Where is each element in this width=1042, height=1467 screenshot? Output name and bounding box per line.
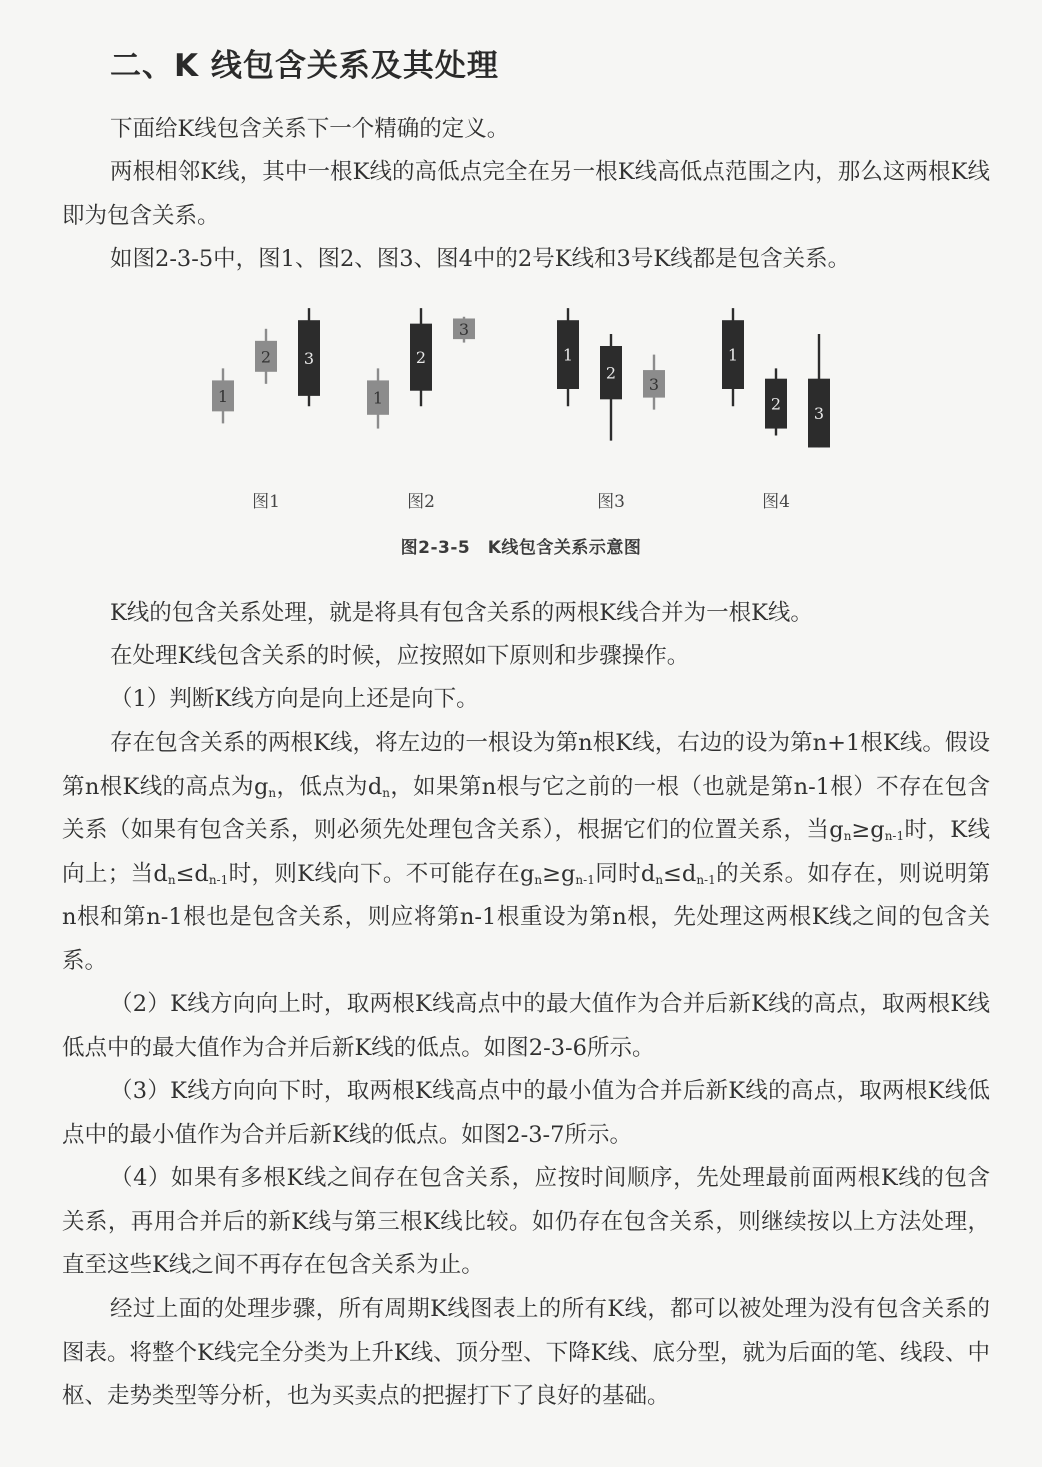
candle-number-label: 1 [217,386,229,406]
step4-paragraph: （4）如果有多根K线之间存在包含关系，应按时间顺序，先处理最前面两根K线的包含关系，再用合并后的新K线与第三根K线比较。如仍存在包含关系，则继续按以上方法处理，直至这些K线之间不再存在包含关系为止。 [62,1165,990,1278]
candle-number-label: 1 [562,345,574,365]
panel-label: 图3 [597,492,625,512]
candle-number-label: 2 [770,394,782,414]
candle-number-label: 1 [727,345,739,365]
candlestick-figure [195,295,855,525]
step1-body: 存在包含关系的两根K线，将左边的一根设为第n根K线，右边的设为第n+1根K线。假设第n根K线的高点为$g_n$，低点为$d_n$，如果第n根与它之前的一根（也就是第n-1根）不存在包含关系（如果有包含关系，则必须先处理包含关系），根据它们的位置关系，当$g_n\ge g_{n-1}$时，K线向上；当$d_n\le d_{n-1}$时，则K线向下。不可能存在$g_n\ge g_{n-1}$同时$d_n\le d_{n-1}$的关系。如存在，则说明第n根和第n-1根也是包含关系，则应将第n-1根重设为第n根，先处理这两根K线之间的包含关系。 [62,730,991,974]
step3-paragraph: （3）K线方向向下时，取两根K线高点中的最小值为合并后新K线的高点，取两根K线低点中的最小值作为合并后新K线的低点。如图2-3-7所示。 [62,1078,990,1148]
intro-paragraph-3: 如图2-3-5中，图1、图2、图3、图4中的2号K线和3号K线都是包含关系。 [110,246,851,272]
candle-number-label: 2 [260,347,272,367]
panel-label: 图4 [762,492,790,512]
candle-number-label: 2 [605,363,617,383]
candle-number-label: 2 [415,348,427,368]
body-paragraph-1: K线的包含关系处理，就是将具有包含关系的两根K线合并为一根K线。 [110,600,813,626]
candle-number-label: 3 [813,404,825,424]
candle-number-label: 1 [372,388,384,408]
panel-label: 图2 [407,492,435,512]
intro-paragraph-1: 下面给K线包含关系下一个精确的定义。 [110,116,510,142]
section-heading: 二、K 线包含关系及其处理 [110,48,499,84]
body-paragraph-2: 在处理K线包含关系的时候，应按照如下原则和步骤操作。 [110,643,690,669]
candle-number-label: 3 [648,374,660,394]
candle-number-label: 3 [458,319,470,339]
step2-paragraph: （2）K线方向向上时，取两根K线高点中的最大值作为合并后新K线的高点，取两根K线低点中的最大值作为合并后新K线的低点。如图2-3-6所示。 [62,991,990,1061]
figure-caption: 图2-3-5 K线包含关系示意图 [400,538,642,558]
step1-title: （1）判断K线方向是向上还是向下。 [110,686,479,712]
conclusion-paragraph: 经过上面的处理步骤，所有周期K线图表上的所有K线，都可以被处理为没有包含关系的图表。将整个K线完全分类为上升K线、顶分型、下降K线、底分型，就为后面的笔、线段、中枢、走势类型等分析，也为买卖点的把握打下了良好的基础。 [62,1296,990,1409]
candle-number-label: 3 [303,349,315,369]
intro-paragraph-2: 两根相邻K线，其中一根K线的高低点完全在另一根K线高低点范围之内，那么这两根K线即为包含关系。 [62,159,990,229]
candlestick-diagram [195,295,855,525]
panel-label: 图1 [252,492,280,512]
